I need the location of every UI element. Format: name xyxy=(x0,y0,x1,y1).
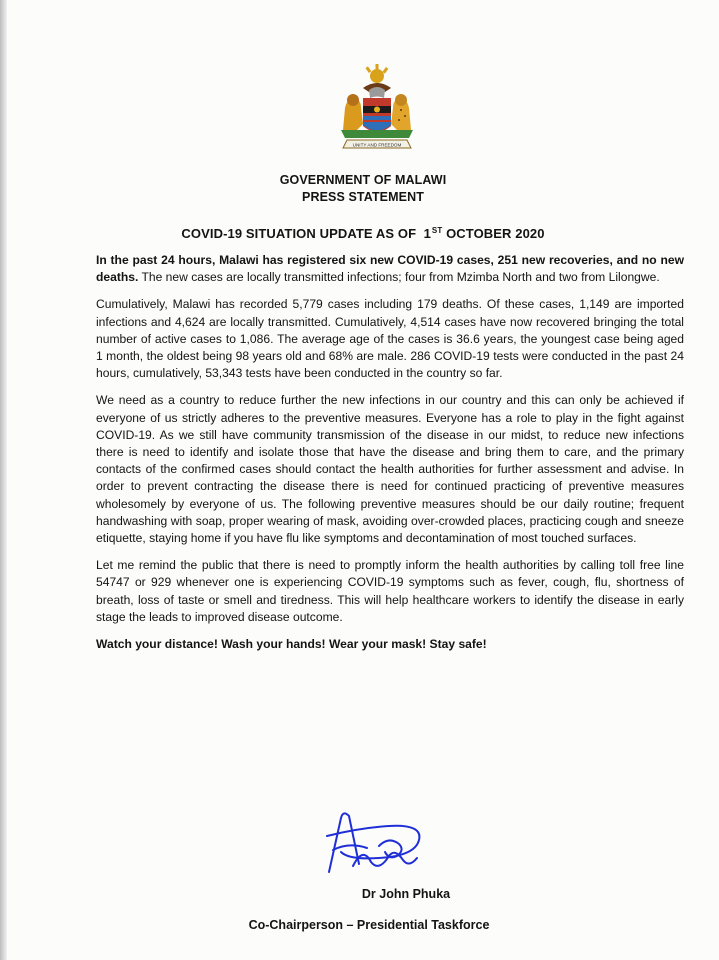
title-month-year: OCTOBER 2020 xyxy=(446,226,545,241)
signature-icon xyxy=(319,806,437,878)
summary-rest: The new cases are locally transmitted infections; four from Mzimba North and two from Lilongwe. xyxy=(138,270,660,285)
title-day: 1 xyxy=(423,226,431,241)
coat-of-arms-icon xyxy=(329,64,425,160)
paragraph-reminder: Let me remind the public that there is need to promptly inform the health authorities by calling toll free line 54747 or 929 whenever one is experiencing COVID-19 symptoms such as fever, cough, flu, shortness of breath, loss of taste or smell and tiredness. This will help healthcare workers to identify the disease in early stage the leads to improved disease outcome. xyxy=(96,558,684,624)
closing-slogan: Watch your distance! Wash your hands! Wear your mask! Stay safe! xyxy=(96,637,487,652)
paragraph-cumulative: Cumulatively, Malawi has recorded 5,779 cases including 179 deaths. Of these cases, 1,149 are imported infections and 4,624 are locally transmitted. Cumulatively, 4,514 cases have now recovered bringing the total number of active cases to 1,086. The average age of the cases is 36.6 years, the youngest case being aged 1 month, the oldest being 98 years old and 68% are male. 286 COVID-19 tests were conducted in the past 24 hours, cumulatively, 53,343 tests have been conducted in the country so far. xyxy=(96,297,684,381)
paragraph-summary xyxy=(96,252,684,286)
statement-type-heading: PRESS STATEMENT xyxy=(302,190,424,204)
government-heading: GOVERNMENT OF MALAWI xyxy=(279,173,447,187)
paragraph-preventive: We need as a country to reduce further the new infections in our country and this can only be achieved if everyone of us strictly adheres to the preventive measures. Everyone has a role to play in the fight against COVID-19. As we still have community transmission of the disease in our midst, to reduce new infections there is need to identify and isolate those that have the disease and bring them to care, and the primary contacts of the confirmed cases should contact the health authorities for further assessment and advise. In order to prevent contracting the disease there is need for continued practicing of preventive measures wholesomely by everyone of us. The following preventive measures should be our daily routine; frequent handwashing with soap, proper wearing of mask, avoiding over-crowded places, practicing cough and sneeze etiquette, staying home if you have flu like symptoms and decontamination of most touched surfaces. xyxy=(96,393,684,546)
motto-text: UNITY AND FREEDOM xyxy=(352,142,402,148)
press-statement-page xyxy=(7,0,719,960)
signatory-title-text: Co-Chairperson – Presidential Taskforce xyxy=(248,918,490,932)
signatory-title xyxy=(7,918,719,932)
title-ordinal: ST xyxy=(431,226,443,235)
signatory-name-text: Dr John Phuka xyxy=(361,887,451,901)
signatory-name xyxy=(7,887,719,901)
title-prefix: COVID-19 SITUATION UPDATE AS OF xyxy=(181,226,417,241)
statement-body xyxy=(96,252,684,663)
page-edge-shadow xyxy=(0,0,7,960)
summary-highlight: In the past 24 hours, Malawi has registered six new COVID-19 cases, 251 new recoveries, and no new deaths. xyxy=(96,253,684,285)
document-title xyxy=(7,226,719,241)
